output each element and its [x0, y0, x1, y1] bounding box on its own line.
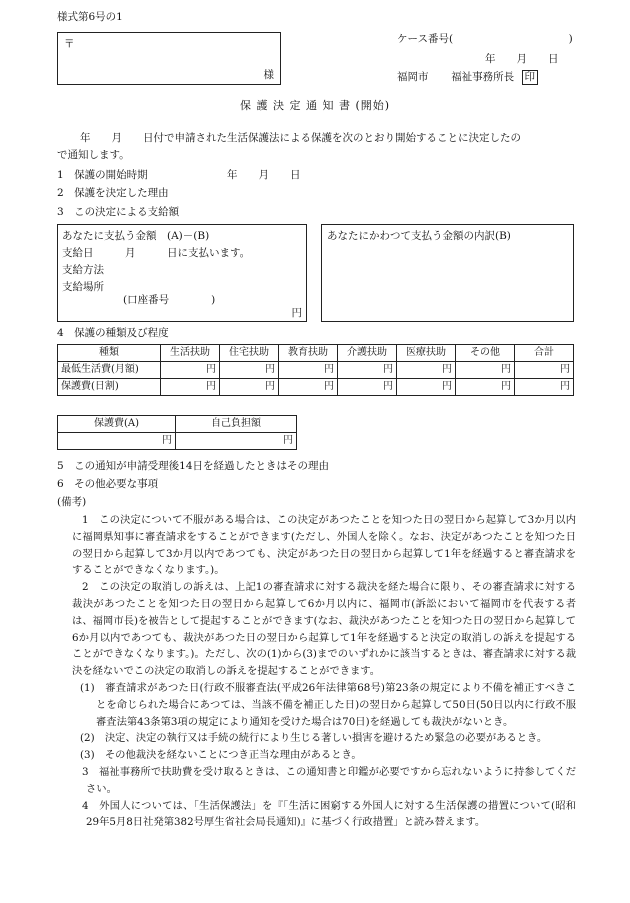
table-cell: 円 — [161, 362, 220, 379]
addressee-suffix: 様 — [263, 69, 274, 81]
section-1-label: 1 保護の開始時期 — [57, 169, 148, 181]
table-cell: 円 — [515, 362, 574, 379]
assistance-table — [57, 344, 574, 396]
burden-table — [57, 415, 297, 450]
table-cell: 円 — [176, 433, 297, 450]
table-cell: 円 — [397, 379, 456, 396]
form-number: 様式第6号の1 — [57, 11, 123, 23]
header-cell: 保護費(A) — [58, 416, 176, 433]
case-number: ケース番号( ) — [397, 33, 573, 45]
table-cell: 円 — [515, 379, 574, 396]
table-cell: 円 — [338, 362, 397, 379]
issuer-title: 福祉事務所長 — [451, 71, 515, 83]
header-cell: その他 — [456, 345, 515, 362]
document-title: 保 護 決 定 通 知 書 (開始) — [239, 99, 391, 112]
notes-body — [72, 512, 576, 831]
note-1: 1 この決定について不服がある場合は、この決定があつたことを知つた日の翌日から起算して3か月以内に福岡県知事に審査請求をすることができます(ただし、外国人を除く。なお、決定があつたことを知つた日の翌日から起算して3か月以内であつても、決定があつた日の翌日から起算して1年を経過すると審査請求をすることができなくなります。)。 — [72, 514, 576, 577]
section-5-label: 5 この通知が申請受理後14日を経過したときはその理由 — [57, 460, 330, 472]
table-cell: 円 — [456, 362, 515, 379]
section-6-label: 6 その他必要な事項 — [57, 478, 159, 490]
postal-mark: 〒 — [64, 38, 75, 50]
issuer-city: 福岡市 — [397, 71, 429, 83]
row-label: 保護費(日割) — [58, 379, 161, 396]
assistance-header-row — [58, 345, 574, 362]
table-cell: 円 — [161, 379, 220, 396]
header-cell: 生活扶助 — [161, 345, 220, 362]
note-4: 4 外国人については、「生活保護法」を『「生活に困窮する外国人に対する生活保護の措置について(昭和29年5月8日社発第382号厚生省社会局長通知)』に基づく行政措置」と読み替えます。 — [82, 799, 576, 829]
section-4-label: 4 保護の種類及び程度 — [57, 327, 169, 339]
payment-account: (口座番号 ) — [123, 294, 216, 306]
table-cell: 円 — [220, 362, 279, 379]
notes-heading: (備考) — [57, 496, 87, 508]
note-2: 2 この決定の取消しの訴えは、上記1の審査請求に対する裁決を経た場合に限り、その審査請求に対する裁決があつたことを知つた日の翌日から起算して6か月以内に、福岡市(訴訟において福岡市を代表する者は、福岡市長)を被告として提起することができます(なお、裁決があつたことを知つた日の翌日から起算して6か月以内であつても、裁決があつた日の翌日から起算して1年を経過すると決定の取消しの訴えを提起することができなくなります。)。ただし、次の(1)から(3)までのいずれかに該当するときは、審査請求に対する裁決を経ないでこの決定の取消しの訴えを提起することができます。 — [72, 581, 576, 678]
payment-box — [57, 224, 307, 322]
header-cell: 教育扶助 — [279, 345, 338, 362]
payment-amount-line: あなたに支払う金額 (A)－(B) — [62, 230, 210, 242]
table-row — [58, 433, 297, 450]
table-row — [58, 362, 574, 379]
payment-place: 支給場所 — [62, 281, 104, 293]
proxy-box — [321, 224, 574, 322]
row-label: 最低生活費(月額) — [58, 362, 161, 379]
payment-method: 支給方法 — [62, 264, 104, 276]
issuer — [397, 70, 538, 85]
note-3: 3 福祉事務所で扶助費を受け取るときは、この通知書と印鑑が必要ですから忘れないように持参してください。 — [82, 765, 576, 795]
note-2-item-2: (2) 決定、決定の執行又は手続の続行により生じる著しい損害を避けるため緊急の必要があるとき。 — [80, 732, 548, 745]
intro-line-2: で通知します。 — [57, 149, 130, 161]
header-cell: 住宅扶助 — [220, 345, 279, 362]
header-cell: 種類 — [58, 345, 161, 362]
table-cell: 円 — [220, 379, 279, 396]
note-2-item-3: (3) その他裁決を経ないことにつき正当な理由があるとき。 — [80, 749, 362, 762]
issue-date: 年 月 日 — [485, 53, 559, 65]
header-cell: 自己負担額 — [176, 416, 297, 433]
table-cell: 円 — [338, 379, 397, 396]
table-cell: 円 — [58, 433, 176, 450]
header-cell: 医療扶助 — [397, 345, 456, 362]
section-3-label: 3 この決定による支給額 — [57, 206, 180, 218]
table-row — [58, 379, 574, 396]
seal-mark: 印 — [522, 70, 539, 85]
proxy-label: あなたにかわつて支払う金額の内訳(B) — [327, 230, 511, 242]
header-cell: 介護扶助 — [338, 345, 397, 362]
table-cell: 円 — [279, 379, 338, 396]
section-2-label: 2 保護を決定した理由 — [57, 187, 169, 199]
table-cell: 円 — [456, 379, 515, 396]
intro-line-1: 年 月 日付で申請された生活保護法による保護を次のとおり開始することに決定したの — [80, 132, 521, 144]
section-1-date: 年 月 日 — [227, 169, 301, 181]
table-cell: 円 — [397, 362, 456, 379]
header-cell: 合計 — [515, 345, 574, 362]
note-2-item-1: (1) 審査請求があつた日(行政不服審査法(平成26年法律第68号)第23条の規定により不備を補正すべきことを命じられた場合にあつては、当該不備を補正した日)の翌日から起算して50日(50日以内に行政不服審査法第43条第3項の規定により通知を受けた場合は70日)を経過しても裁決がないとき。 — [80, 681, 576, 728]
payment-date-line: 支給日 月 日に支払います。 — [62, 247, 251, 259]
payment-yen: 円 — [291, 307, 302, 319]
table-cell: 円 — [279, 362, 338, 379]
burden-header-row — [58, 416, 297, 433]
address-box — [57, 32, 281, 85]
